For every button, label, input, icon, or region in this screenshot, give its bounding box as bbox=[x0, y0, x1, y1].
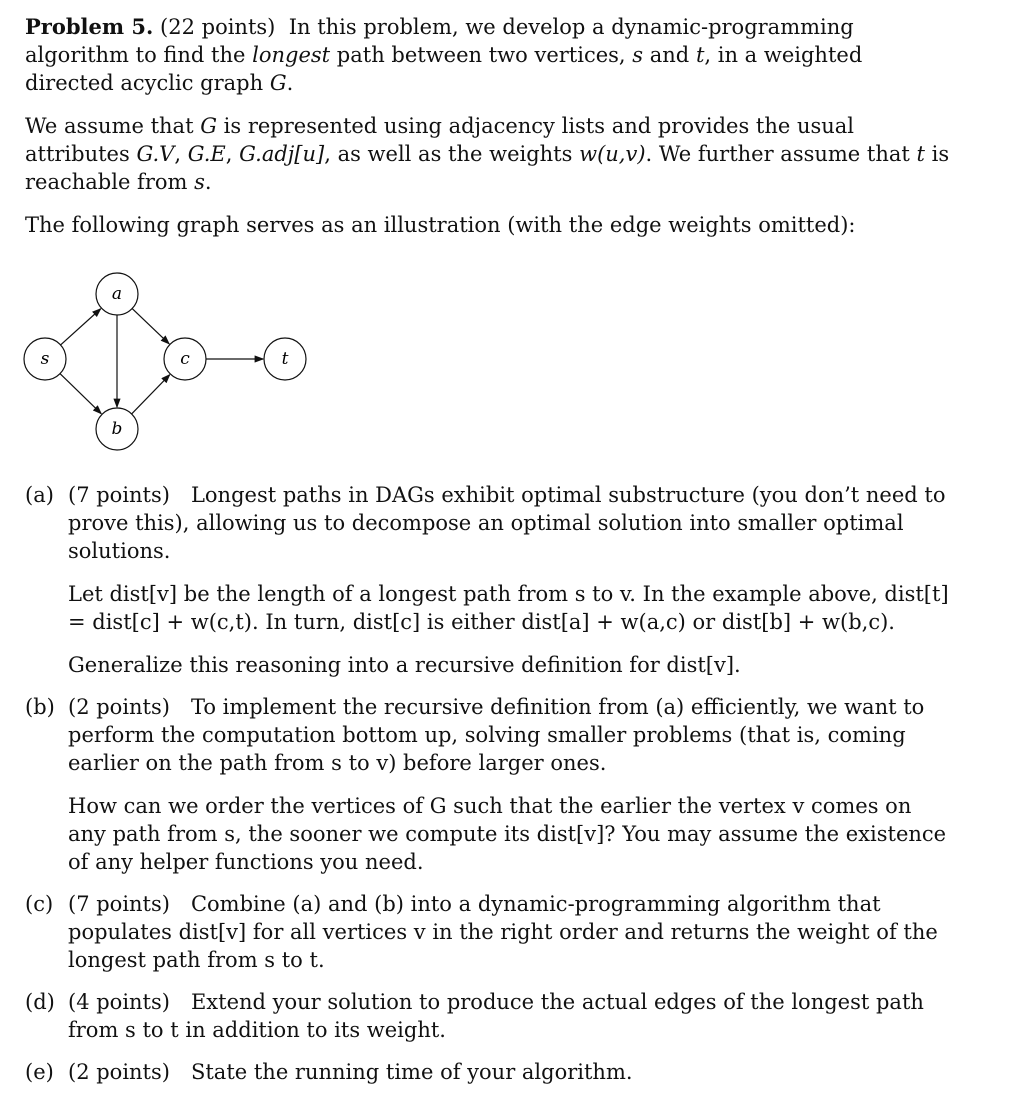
problem-parts bbox=[25, 481, 950, 1086]
part-points: (7 points) bbox=[68, 892, 170, 916]
part-points: (2 points) bbox=[68, 695, 170, 719]
node-label: s bbox=[40, 349, 50, 369]
edge-s-a bbox=[61, 309, 101, 345]
edge-a-c bbox=[132, 309, 169, 344]
assumptions-paragraph: We assume that G is represented using adjacency lists and provides the usual attributes G.V, G.E, G.adj[u], as well as the weights w(u,v). We further assume that t is reachable from s. bbox=[25, 114, 950, 194]
part-label: (b) bbox=[25, 695, 55, 719]
node-label: c bbox=[180, 349, 190, 369]
part-label: (a) bbox=[25, 483, 54, 507]
node-c bbox=[164, 338, 206, 380]
node-b bbox=[96, 408, 138, 450]
part-paragraph: (2 points) To implement the recursive definition from (a) efficiently, we want to perform the computation bottom up, solving smaller problems (that is, coming earlier on the path from s to v) before larger ones. bbox=[68, 695, 925, 775]
part-points: (7 points) bbox=[68, 483, 170, 507]
illustration-caption: The following graph serves as an illustration (with the edge weights omitted): bbox=[25, 213, 856, 237]
problem-points: (22 points) bbox=[160, 15, 276, 39]
node-label: b bbox=[111, 419, 123, 439]
problem-intro: Problem 5. (22 points) In this problem, we develop a dynamic-programming algorithm to find the longest path between two vertices, s and t, in a weighted directed acyclic graph G. bbox=[25, 14, 863, 95]
part-d bbox=[25, 988, 950, 1044]
part-b bbox=[25, 693, 950, 876]
node-s bbox=[24, 338, 66, 380]
part-label: (d) bbox=[25, 990, 55, 1014]
part-paragraph: (7 points) Longest paths in DAGs exhibit optimal substructure (you don’t need to prove this), allowing us to decompose an optimal solution into smaller optimal solutions. bbox=[68, 483, 946, 563]
node-label: t bbox=[281, 349, 289, 369]
edge-b-c bbox=[132, 375, 170, 414]
part-paragraph: (2 points) State the running time of your algorithm. bbox=[68, 1060, 633, 1084]
node-label: a bbox=[111, 284, 123, 304]
part-points: (4 points) bbox=[68, 990, 170, 1014]
part-points: (2 points) bbox=[68, 1060, 170, 1084]
part-e bbox=[25, 1058, 950, 1086]
part-paragraph: Generalize this reasoning into a recursive definition for dist[v]. bbox=[68, 653, 741, 677]
part-label: (e) bbox=[25, 1060, 54, 1084]
problem-page bbox=[25, 13, 950, 1100]
part-c bbox=[25, 890, 950, 974]
dag-diagram bbox=[20, 264, 320, 454]
problem-title: Problem 5. bbox=[25, 14, 154, 39]
part-paragraph: (7 points) Combine (a) and (b) into a dynamic-programming algorithm that populates dist[v] for all vertices v in the right order and returns the weight of the longest path from s to t. bbox=[68, 892, 938, 972]
edge-s-b bbox=[60, 374, 101, 414]
part-label: (c) bbox=[25, 892, 54, 916]
node-a bbox=[96, 273, 138, 315]
part-paragraph: (4 points) Extend your solution to produce the actual edges of the longest path from s to t in addition to its weight. bbox=[68, 990, 924, 1042]
part-paragraph: How can we order the vertices of G such that the earlier the vertex v comes on any path from s, the sooner we compute its dist[v]? You may assume the existence of any helper functions you need. bbox=[68, 794, 947, 874]
node-t bbox=[264, 338, 306, 380]
part-paragraph: Let dist[v] be the length of a longest path from s to v. In the example above, dist[t] = dist[c] + w(c,t). In turn, dist[c] is either dist[a] + w(a,c) or dist[b] + w(b,c). bbox=[68, 582, 949, 634]
part-a bbox=[25, 481, 950, 679]
